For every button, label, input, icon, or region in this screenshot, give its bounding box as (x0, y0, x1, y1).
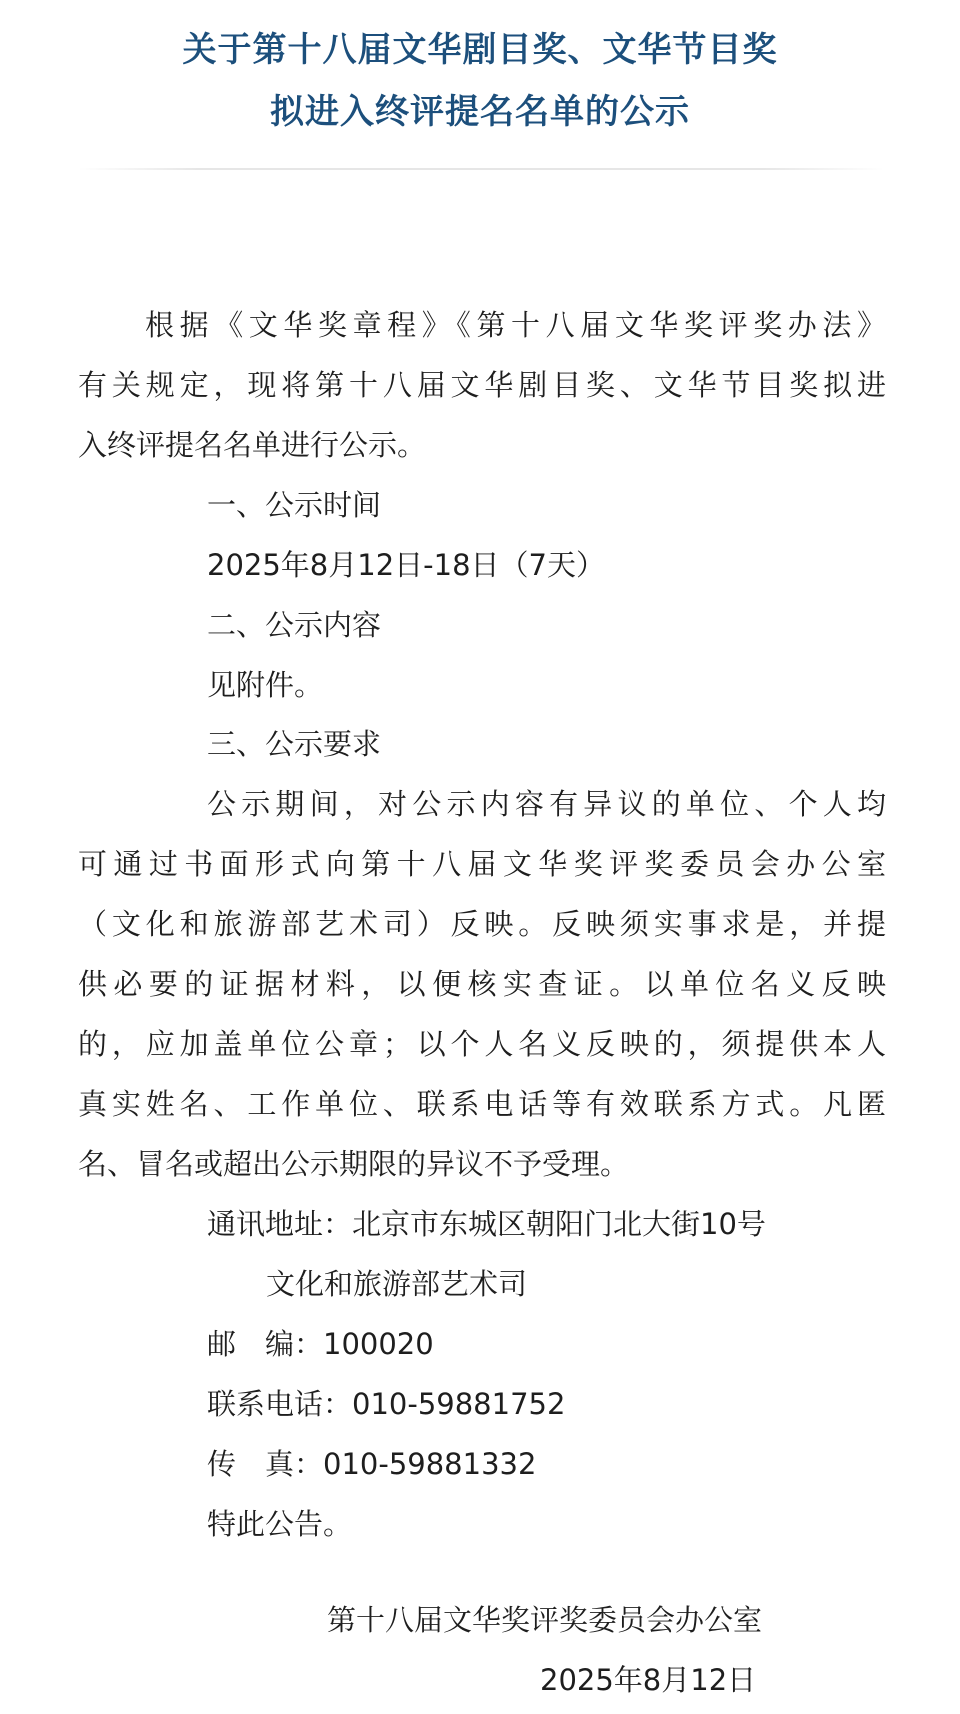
section-heading-requirements: 三、公示要求 (207, 727, 382, 761)
intro-paragraph-line-1: 根据《文华奖章程》《第十八届文华奖评奖办法》 (145, 308, 886, 342)
section-time-value: 2025年8月12日-18日（7天） (207, 548, 605, 582)
contact-address: 通讯地址：北京市东城区朝阳门北大街10号 (207, 1207, 766, 1241)
signature-date: 2025年8月12日 (540, 1663, 757, 1697)
notice-title-line-1: 关于第十八届文华剧目奖、文华节目奖 (182, 30, 778, 70)
contact-fax: 传 真：010-59881332 (207, 1447, 537, 1481)
requirements-paragraph-line-3: （文化和旅游部艺术司）反映。反映须实事求是，并提 (78, 907, 886, 941)
contact-phone: 联系电话：010-59881752 (207, 1387, 566, 1421)
requirements-paragraph-line-4: 供必要的证据材料，以便核实查证。以单位名义反映 (78, 967, 886, 1001)
requirements-paragraph-line-5: 的，应加盖单位公章；以个人名义反映的，须提供本人 (78, 1027, 886, 1061)
section-content-value: 见附件。 (207, 668, 324, 702)
contact-postcode: 邮 编：100020 (207, 1327, 434, 1361)
closing-statement: 特此公告。 (207, 1507, 353, 1541)
notice-title-line-2: 拟进入终评提名名单的公示 (270, 92, 690, 132)
intro-paragraph-line-3: 入终评提名名单进行公示。 (78, 428, 427, 462)
contact-address-line-2: 文化和旅游部艺术司 (266, 1267, 528, 1301)
requirements-paragraph-line-7: 名、冒名或超出公示期限的异议不予受理。 (78, 1147, 630, 1181)
title-divider (78, 168, 884, 170)
requirements-paragraph-line-2: 可通过书面形式向第十八届文华奖评奖委员会办公室 (78, 847, 886, 881)
signature-organization: 第十八届文华奖评奖委员会办公室 (327, 1603, 763, 1637)
section-heading-content: 二、公示内容 (207, 608, 382, 642)
section-heading-time: 一、公示时间 (207, 488, 382, 522)
intro-paragraph-line-2: 有关规定，现将第十八届文华剧目奖、文华节目奖拟进 (78, 368, 886, 402)
requirements-paragraph-line-6: 真实姓名、工作单位、联系电话等有效联系方式。凡匿 (78, 1087, 886, 1121)
requirements-paragraph-line-1: 公示期间，对公示内容有异议的单位、个人均 (207, 787, 886, 821)
